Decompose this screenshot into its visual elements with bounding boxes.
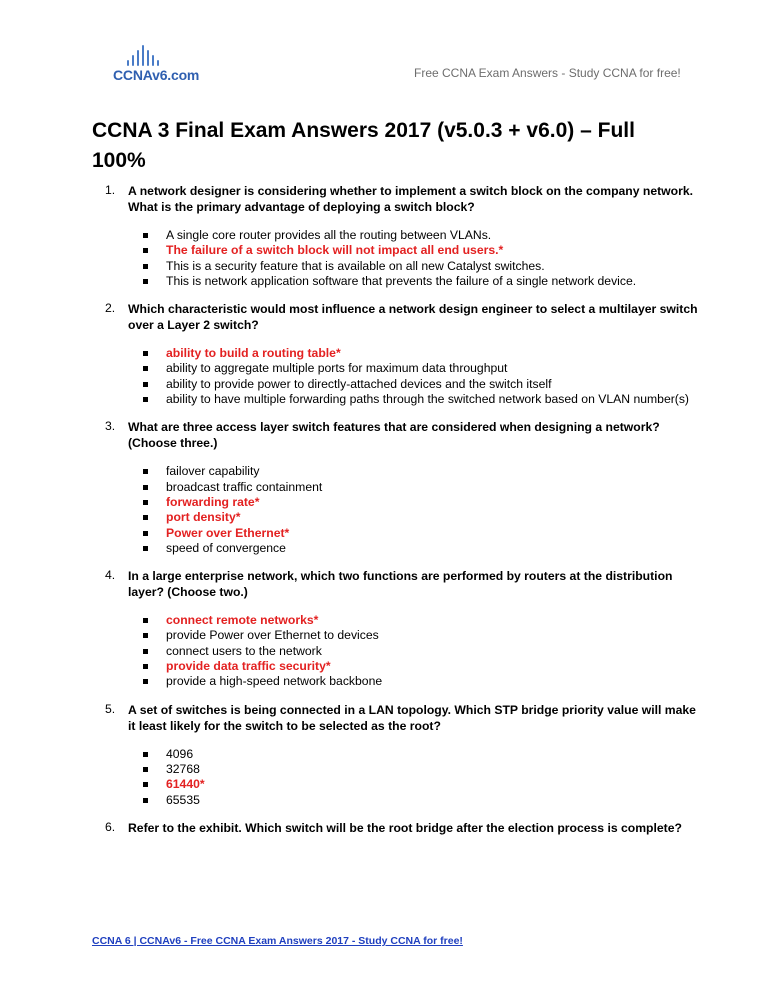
correct-answer-option	[128, 243, 705, 258]
square-bullet-icon	[143, 485, 148, 490]
square-bullet-icon	[143, 618, 148, 623]
question-item	[105, 301, 705, 407]
question-item	[105, 568, 705, 689]
correct-answer-option	[128, 659, 705, 674]
answer-option	[128, 274, 705, 289]
answer-option	[128, 674, 705, 689]
question-text: Which characteristic would most influence a network design engineer to select a multilayer switch over a Layer 2 switch?	[128, 302, 698, 333]
question-item	[105, 419, 705, 556]
option-text: speed of convergence	[166, 540, 286, 555]
question-text: A network designer is considering whether to implement a switch block on the company network. What is the primary advantage of deploying a switch block?	[128, 184, 694, 214]
option-text: Power over Ethernet*	[166, 525, 290, 540]
option-text: ability to aggregate multiple ports for maximum data throughput	[166, 361, 508, 376]
option-text: 4096	[166, 746, 194, 761]
correct-answer-option	[128, 495, 705, 510]
square-bullet-icon	[143, 782, 148, 787]
answer-options	[128, 346, 705, 407]
square-bullet-icon	[143, 233, 148, 238]
footer-link[interactable]: CCNA 6 | CCNAv6 - Free CCNA Exam Answers 2017 - Study CCNA for free!	[92, 935, 463, 947]
answer-options	[128, 464, 705, 556]
square-bullet-icon	[143, 382, 148, 387]
square-bullet-icon	[143, 500, 148, 505]
square-bullet-icon	[143, 279, 148, 284]
square-bullet-icon	[143, 531, 148, 536]
question-text: In a large enterprise network, which two functions are performed by routers at the distribution layer? (Choose two.)	[128, 569, 673, 600]
option-text: broadcast traffic containment	[166, 479, 323, 494]
option-text: ability to provide power to directly-attached devices and the switch itself	[166, 376, 552, 391]
header-tagline: Free CCNA Exam Answers - Study CCNA for free!	[414, 66, 681, 80]
answer-option	[128, 228, 705, 243]
option-text: forwarding rate*	[166, 494, 260, 509]
answer-option	[128, 762, 705, 777]
correct-answer-option	[128, 777, 705, 792]
answer-option	[128, 392, 705, 407]
question-text: A set of switches is being connected in a LAN topology. Which STP bridge priority value will make it least likely for the switch to be selected as the root?	[128, 702, 696, 733]
option-text: provide data traffic security*	[166, 659, 331, 674]
answer-option	[128, 747, 705, 762]
answer-option	[128, 541, 705, 556]
square-bullet-icon	[143, 679, 148, 684]
square-bullet-icon	[143, 798, 148, 803]
option-text: connect users to the network	[166, 643, 322, 658]
question-number: 4.	[105, 568, 116, 583]
square-bullet-icon	[143, 515, 148, 520]
option-text: 61440*	[166, 777, 205, 792]
square-bullet-icon	[143, 752, 148, 757]
square-bullet-icon	[143, 366, 148, 371]
answer-option	[128, 793, 705, 808]
logo-text: CCNAv6.com	[113, 67, 200, 83]
correct-answer-option	[128, 526, 705, 541]
option-text: ability to have multiple forwarding paths through the switched network based on VLAN number(s)	[166, 392, 689, 407]
option-text: This is network application software that prevents the failure of a single network device.	[166, 273, 637, 288]
answer-option	[128, 259, 705, 274]
answer-option	[128, 480, 705, 495]
square-bullet-icon	[143, 649, 148, 654]
square-bullet-icon	[143, 397, 148, 402]
question-item	[105, 820, 705, 836]
ccnav6-logo[interactable]	[113, 44, 233, 89]
signal-bars-icon	[127, 44, 159, 66]
page-header	[0, 0, 768, 100]
option-text: This is a security feature that is available on all new Catalyst switches.	[166, 258, 545, 273]
option-text: provide a high-speed network backbone	[166, 674, 383, 689]
option-text: connect remote networks*	[166, 613, 319, 628]
question-item	[105, 702, 705, 808]
square-bullet-icon	[143, 767, 148, 772]
question-number: 1.	[105, 183, 116, 197]
question-text: What are three access layer switch features that are considered when designing a network? (Choose three.)	[128, 420, 660, 451]
square-bullet-icon	[143, 469, 148, 474]
answer-options	[128, 613, 705, 689]
square-bullet-icon	[143, 264, 148, 269]
document-title: CCNA 3 Final Exam Answers 2017 (v5.0.3 + v6.0) – Full 100%	[92, 119, 635, 172]
square-bullet-icon	[143, 351, 148, 356]
correct-answer-option	[128, 346, 705, 361]
square-bullet-icon	[143, 248, 148, 253]
square-bullet-icon	[143, 633, 148, 638]
answer-options	[128, 228, 705, 289]
option-text: port density*	[166, 510, 241, 525]
square-bullet-icon	[143, 546, 148, 551]
answer-option	[128, 377, 705, 392]
question-number: 2.	[105, 301, 116, 316]
question-text: Refer to the exhibit. Which switch will be the root bridge after the election process is complete?	[128, 820, 682, 835]
correct-answer-option	[128, 613, 705, 628]
answer-option	[128, 361, 705, 376]
option-text: provide Power over Ethernet to devices	[166, 628, 379, 643]
question-number: 6.	[105, 819, 116, 834]
question-item	[105, 183, 705, 289]
option-text: The failure of a switch block will not impact all end users.*	[166, 243, 504, 258]
option-text: failover capability	[166, 464, 260, 479]
option-text: 65535	[166, 792, 200, 807]
question-number: 3.	[105, 419, 116, 434]
answer-option	[128, 644, 705, 659]
correct-answer-option	[128, 510, 705, 525]
square-bullet-icon	[143, 664, 148, 669]
question-list	[105, 183, 705, 848]
option-text: ability to build a routing table*	[166, 346, 341, 361]
option-text: A single core router provides all the routing between VLANs.	[166, 228, 492, 242]
question-number: 5.	[105, 701, 116, 716]
option-text: 32768	[166, 761, 200, 776]
answer-option	[128, 628, 705, 643]
answer-options	[128, 747, 705, 808]
answer-option	[128, 464, 705, 479]
